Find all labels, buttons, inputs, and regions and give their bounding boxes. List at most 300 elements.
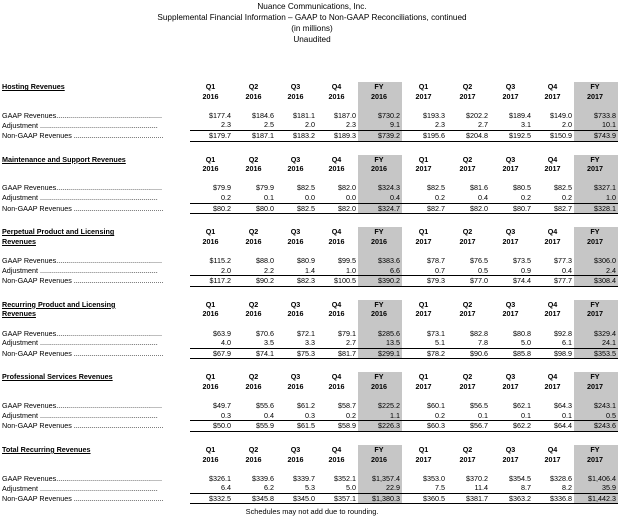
value-cell: $82.0 xyxy=(447,203,490,214)
blank-cell xyxy=(574,359,618,373)
blank-cell xyxy=(574,141,618,155)
period-header: FY xyxy=(574,227,618,237)
value-cell: $73.1 xyxy=(427,328,445,338)
non-gaap-revenues-row xyxy=(2,203,618,214)
gaap-revenues-row xyxy=(2,474,618,484)
row-label: Non-GAAP Revenues ............................................. xyxy=(2,203,164,213)
year-header: 2017 xyxy=(574,92,618,102)
year-header: 2017 xyxy=(502,454,519,464)
blank-cell xyxy=(233,319,276,329)
period-header: Q3 xyxy=(290,82,301,92)
value-cell: 2.5 xyxy=(264,120,274,130)
value-cell: $55.9 xyxy=(233,421,276,432)
value-cell: $63.9 xyxy=(213,328,231,338)
blank-cell xyxy=(490,101,533,111)
section-header-row xyxy=(2,82,618,92)
value-cell: $82.7 xyxy=(402,203,447,214)
blank-cell xyxy=(317,464,358,474)
value-cell: $82.5 xyxy=(276,203,317,214)
period-header: FY xyxy=(574,445,618,455)
value-cell: $100.5 xyxy=(317,276,358,287)
gaap-revenues-row xyxy=(2,183,618,193)
blank-cell xyxy=(276,246,317,256)
value-cell: $88.0 xyxy=(256,256,274,265)
blank-cell xyxy=(402,319,447,329)
value-cell: $1,380.3 xyxy=(358,493,402,504)
period-header: Q1 xyxy=(418,154,429,164)
value-cell: $80.0 xyxy=(233,203,276,214)
value-cell: $326.1 xyxy=(209,473,231,483)
value-cell: $74.1 xyxy=(233,348,276,359)
blank-cell xyxy=(533,359,574,373)
blank-cell xyxy=(574,101,618,111)
value-cell: $82.8 xyxy=(470,328,488,338)
value-cell: $75.3 xyxy=(276,348,317,359)
adjustment-row xyxy=(2,120,618,130)
blank-cell xyxy=(490,431,533,445)
value-cell: $64.4 xyxy=(533,421,574,432)
blank-cell xyxy=(276,286,317,300)
adjustment-row xyxy=(2,193,618,203)
value-cell: 6.1 xyxy=(562,338,572,348)
blank-cell xyxy=(190,101,233,111)
value-cell: $353.5 xyxy=(574,348,618,359)
period-header: Q4 xyxy=(547,372,558,382)
period-header: Q2 xyxy=(462,444,473,454)
row-label: Adjustment ........................................................... xyxy=(2,120,158,130)
value-cell: $79.9 xyxy=(256,183,274,193)
period-header: FY xyxy=(358,300,402,310)
period-header: Q3 xyxy=(505,372,516,382)
year-header: 2016 xyxy=(358,454,402,464)
period-header: Q2 xyxy=(248,444,259,454)
blank-cell xyxy=(190,174,233,184)
value-cell: $390.2 xyxy=(358,276,402,287)
reconciliation-table xyxy=(2,82,618,504)
year-header: 2016 xyxy=(245,381,262,391)
period-header: Q1 xyxy=(418,299,429,309)
blank-cell xyxy=(574,246,618,256)
year-header: 2016 xyxy=(358,237,402,247)
year-header: 2016 xyxy=(202,381,219,391)
value-cell: 0.1 xyxy=(521,410,531,420)
year-header: 2017 xyxy=(415,164,432,174)
blank-cell xyxy=(533,246,574,256)
value-cell: $79.3 xyxy=(402,276,447,287)
section-year-row xyxy=(2,382,618,392)
value-cell: $98.9 xyxy=(533,348,574,359)
period-header: FY xyxy=(574,300,618,310)
blank-cell xyxy=(2,464,190,474)
blank-cell xyxy=(317,101,358,111)
year-header: 2016 xyxy=(328,236,345,246)
value-cell: $49.7 xyxy=(213,401,231,411)
blank-cell xyxy=(447,431,490,445)
value-cell: $64.3 xyxy=(554,401,572,411)
value-cell: $73.5 xyxy=(513,256,531,265)
row-label: GAAP Revenues..................................................... xyxy=(2,256,163,265)
value-cell: $195.6 xyxy=(402,130,447,141)
year-header: 2017 xyxy=(459,309,476,319)
value-cell: 2.0 xyxy=(305,120,315,130)
row-label: Non-GAAP Revenues ............................................. xyxy=(2,276,164,286)
row-label: Adjustment ........................................................... xyxy=(2,410,158,420)
blank-cell xyxy=(358,359,402,373)
period-header: Q2 xyxy=(248,154,259,164)
section-title: Perpetual Product and Licensing xyxy=(2,227,115,237)
row-label: Adjustment ........................................................... xyxy=(2,338,158,348)
value-cell: $187.0 xyxy=(334,110,356,120)
value-cell: $324.3 xyxy=(358,183,402,193)
period-header: FY xyxy=(358,227,402,237)
year-header: 2016 xyxy=(202,236,219,246)
adjustment-row xyxy=(2,483,618,493)
blank-cell xyxy=(2,92,190,102)
value-cell: $193.3 xyxy=(423,110,445,120)
year-header: 2016 xyxy=(287,381,304,391)
period-header: Q4 xyxy=(331,299,342,309)
row-label: Non-GAAP Revenues ............................................. xyxy=(2,421,164,431)
value-cell: 0.4 xyxy=(264,410,274,420)
blank-cell xyxy=(574,174,618,184)
year-header: 2017 xyxy=(574,309,618,319)
value-cell: $80.8 xyxy=(513,328,531,338)
value-cell: 0.4 xyxy=(478,193,488,203)
value-cell: 3.5 xyxy=(264,338,274,348)
period-header: Q4 xyxy=(547,227,558,237)
year-header: 2016 xyxy=(245,91,262,101)
value-cell: $60.1 xyxy=(427,401,445,411)
blank-cell xyxy=(574,391,618,401)
period-header: Q3 xyxy=(505,82,516,92)
blank-cell xyxy=(190,464,233,474)
value-cell: $345.0 xyxy=(276,493,317,504)
value-cell: 3.3 xyxy=(305,338,315,348)
year-header: 2016 xyxy=(202,454,219,464)
blank-cell xyxy=(190,286,233,300)
blank-cell xyxy=(533,286,574,300)
period-header: Q3 xyxy=(290,154,301,164)
section-gap xyxy=(2,286,618,300)
spacer-row xyxy=(2,174,618,184)
gaap-revenues-row xyxy=(2,328,618,338)
value-cell: $77.3 xyxy=(554,256,572,265)
value-cell: $82.5 xyxy=(297,183,315,193)
value-cell: $1,406.4 xyxy=(574,474,618,484)
section-gap xyxy=(2,431,618,445)
value-cell: $62.1 xyxy=(513,401,531,411)
row-label: GAAP Revenues..................................................... xyxy=(2,328,163,338)
blank-cell xyxy=(276,214,317,228)
blank-cell xyxy=(447,464,490,474)
value-cell: $225.2 xyxy=(358,401,402,411)
value-cell: 6.2 xyxy=(264,483,274,493)
value-cell: 2.3 xyxy=(221,120,231,130)
value-cell: $1,357.4 xyxy=(358,474,402,484)
blank-cell xyxy=(2,141,190,155)
audit-status: Unaudited xyxy=(293,35,331,44)
section-title: Revenues xyxy=(2,309,36,319)
period-header: Q2 xyxy=(462,372,473,382)
value-cell: 0.1 xyxy=(264,193,274,203)
value-cell: $187.1 xyxy=(233,130,276,141)
year-header: 2017 xyxy=(544,309,561,319)
value-cell: $117.2 xyxy=(190,276,233,287)
value-cell: $733.8 xyxy=(574,111,618,121)
blank-cell xyxy=(402,246,447,256)
year-header: 2017 xyxy=(502,309,519,319)
blank-cell xyxy=(490,141,533,155)
year-header: 2017 xyxy=(459,381,476,391)
blank-cell xyxy=(490,286,533,300)
blank-cell xyxy=(402,214,447,228)
value-cell: 10.1 xyxy=(574,120,618,130)
blank-cell xyxy=(276,174,317,184)
period-header: Q2 xyxy=(462,227,473,237)
value-cell: $80.2 xyxy=(190,203,233,214)
value-cell: $354.5 xyxy=(509,473,531,483)
blank-cell xyxy=(2,101,190,111)
period-header: Q1 xyxy=(418,444,429,454)
year-header: 2017 xyxy=(544,454,561,464)
year-header: 2016 xyxy=(358,92,402,102)
blank-cell xyxy=(574,214,618,228)
period-header: Q1 xyxy=(205,299,216,309)
value-cell: $299.1 xyxy=(358,348,402,359)
section-header-row xyxy=(2,372,618,382)
gaap-revenues-row xyxy=(2,256,618,266)
year-header: 2017 xyxy=(574,237,618,247)
value-cell: $179.7 xyxy=(190,130,233,141)
non-gaap-revenues-row xyxy=(2,421,618,432)
blank-cell xyxy=(574,464,618,474)
year-header: 2017 xyxy=(459,236,476,246)
year-header: 2016 xyxy=(202,309,219,319)
value-cell: 0.4 xyxy=(358,193,402,203)
value-cell: 1.0 xyxy=(346,265,356,275)
year-header: 2016 xyxy=(358,164,402,174)
value-cell: 11.4 xyxy=(474,483,488,493)
value-cell: $360.5 xyxy=(402,493,447,504)
value-cell: 0.0 xyxy=(305,193,315,203)
value-cell: $80.9 xyxy=(297,256,315,265)
blank-cell xyxy=(358,391,402,401)
period-header: Q3 xyxy=(505,227,516,237)
period-header: FY xyxy=(358,445,402,455)
blank-cell xyxy=(276,101,317,111)
section-title: Total Recurring Revenues xyxy=(2,444,91,454)
value-cell: $62.2 xyxy=(490,421,533,432)
blank-cell xyxy=(358,214,402,228)
value-cell: 13.5 xyxy=(358,338,402,348)
period-header: Q2 xyxy=(248,299,259,309)
row-label: GAAP Revenues..................................................... xyxy=(2,401,163,411)
blank-cell xyxy=(233,174,276,184)
value-cell: $90.6 xyxy=(447,348,490,359)
blank-cell xyxy=(317,319,358,329)
blank-cell xyxy=(2,214,190,228)
year-header: 2017 xyxy=(415,236,432,246)
year-header: 2016 xyxy=(245,164,262,174)
period-header: Q2 xyxy=(462,154,473,164)
blank-cell xyxy=(276,391,317,401)
blank-cell xyxy=(533,174,574,184)
section-year-row xyxy=(2,454,618,464)
value-cell: 0.2 xyxy=(435,410,445,420)
value-cell: $74.4 xyxy=(490,276,533,287)
blank-cell xyxy=(490,214,533,228)
blank-cell xyxy=(447,214,490,228)
value-cell: $58.7 xyxy=(338,401,356,411)
year-header: 2016 xyxy=(328,164,345,174)
period-header: Q3 xyxy=(505,299,516,309)
blank-cell xyxy=(358,319,402,329)
blank-cell xyxy=(447,246,490,256)
value-cell: 0.2 xyxy=(221,193,231,203)
blank-cell xyxy=(2,174,190,184)
value-cell: $381.7 xyxy=(447,493,490,504)
blank-cell xyxy=(233,246,276,256)
gaap-revenues-row xyxy=(2,111,618,121)
adjustment-row xyxy=(2,411,618,421)
year-header: 2017 xyxy=(415,454,432,464)
spacer-row xyxy=(2,464,618,474)
value-cell: $78.7 xyxy=(427,256,445,265)
value-cell: $80.7 xyxy=(490,203,533,214)
period-header: Q4 xyxy=(547,444,558,454)
blank-cell xyxy=(233,214,276,228)
blank-cell xyxy=(2,319,190,329)
blank-cell xyxy=(276,141,317,155)
value-cell: $81.6 xyxy=(470,183,488,193)
value-cell: 2.7 xyxy=(346,338,356,348)
value-cell: $184.6 xyxy=(252,110,274,120)
value-cell: $115.2 xyxy=(209,256,231,265)
period-header: FY xyxy=(574,155,618,165)
value-cell: 2.0 xyxy=(221,265,231,275)
value-cell: $85.8 xyxy=(490,348,533,359)
value-cell: $339.7 xyxy=(293,473,315,483)
rounding-footnote: Schedules may not add due to rounding. xyxy=(245,507,379,516)
value-cell: $82.5 xyxy=(554,183,572,193)
row-label: Adjustment ........................................................... xyxy=(2,483,158,493)
blank-cell xyxy=(276,431,317,445)
blank-cell xyxy=(317,391,358,401)
section-title: Professional Services Revenues xyxy=(2,372,113,382)
value-cell: $336.8 xyxy=(533,493,574,504)
section-title: Hosting Revenues xyxy=(2,82,65,92)
year-header: 2016 xyxy=(245,309,262,319)
period-header: Q2 xyxy=(248,372,259,382)
value-cell: 0.5 xyxy=(574,411,618,421)
period-header: Q1 xyxy=(418,82,429,92)
value-cell: $76.5 xyxy=(470,256,488,265)
value-cell: $82.0 xyxy=(317,203,358,214)
value-cell: 0.1 xyxy=(478,410,488,420)
blank-cell xyxy=(533,464,574,474)
year-header: 2017 xyxy=(502,91,519,101)
blank-cell xyxy=(317,174,358,184)
value-cell: $61.5 xyxy=(276,421,317,432)
year-header: 2017 xyxy=(544,381,561,391)
value-cell: 5.0 xyxy=(521,338,531,348)
spacer-row xyxy=(2,246,618,256)
blank-cell xyxy=(402,464,447,474)
year-header: 2017 xyxy=(574,164,618,174)
blank-cell xyxy=(358,246,402,256)
blank-cell xyxy=(276,359,317,373)
row-label: GAAP Revenues..................................................... xyxy=(2,473,163,483)
blank-cell xyxy=(490,319,533,329)
blank-cell xyxy=(574,431,618,445)
blank-cell xyxy=(2,246,190,256)
blank-cell xyxy=(490,391,533,401)
blank-cell xyxy=(447,174,490,184)
value-cell: $77.0 xyxy=(447,276,490,287)
period-header: Q3 xyxy=(290,444,301,454)
value-cell: 0.0 xyxy=(346,193,356,203)
blank-cell xyxy=(233,141,276,155)
period-header: Q1 xyxy=(205,372,216,382)
value-cell: $177.4 xyxy=(209,110,231,120)
blank-cell xyxy=(233,464,276,474)
spacer-row xyxy=(2,391,618,401)
year-header: 2017 xyxy=(459,164,476,174)
value-cell: 8.2 xyxy=(562,483,572,493)
blank-cell xyxy=(447,101,490,111)
value-cell: 2.7 xyxy=(478,120,488,130)
value-cell: $70.6 xyxy=(256,328,274,338)
year-header: 2017 xyxy=(415,91,432,101)
company-name: Nuance Communications, Inc. xyxy=(257,2,367,11)
section-header-row xyxy=(2,445,618,455)
blank-cell xyxy=(574,319,618,329)
value-cell: $61.2 xyxy=(297,401,315,411)
value-cell: $204.8 xyxy=(447,130,490,141)
blank-cell xyxy=(358,174,402,184)
value-cell: $357.1 xyxy=(317,493,358,504)
blank-cell xyxy=(533,431,574,445)
value-cell: 1.1 xyxy=(358,411,402,421)
adjustment-row xyxy=(2,266,618,276)
value-cell: $82.3 xyxy=(276,276,317,287)
blank-cell xyxy=(490,359,533,373)
blank-cell xyxy=(276,319,317,329)
value-cell: 2.4 xyxy=(574,266,618,276)
value-cell: $77.7 xyxy=(533,276,574,287)
year-header: 2016 xyxy=(328,454,345,464)
value-cell: $743.9 xyxy=(574,130,618,141)
value-cell: $58.9 xyxy=(317,421,358,432)
value-cell: $183.2 xyxy=(276,130,317,141)
value-cell: $730.2 xyxy=(358,111,402,121)
value-cell: 2.3 xyxy=(346,120,356,130)
section-year-row xyxy=(2,237,618,247)
period-header: Q1 xyxy=(205,82,216,92)
blank-cell xyxy=(447,391,490,401)
blank-cell xyxy=(2,391,190,401)
year-header: 2017 xyxy=(574,382,618,392)
year-header: 2016 xyxy=(287,236,304,246)
blank-cell xyxy=(2,164,190,174)
section-year-row xyxy=(2,164,618,174)
value-cell: 5.0 xyxy=(346,483,356,493)
period-header: Q4 xyxy=(547,82,558,92)
value-cell: 22.9 xyxy=(358,483,402,493)
blank-cell xyxy=(317,359,358,373)
blank-cell xyxy=(402,101,447,111)
value-cell: 35.9 xyxy=(574,483,618,493)
